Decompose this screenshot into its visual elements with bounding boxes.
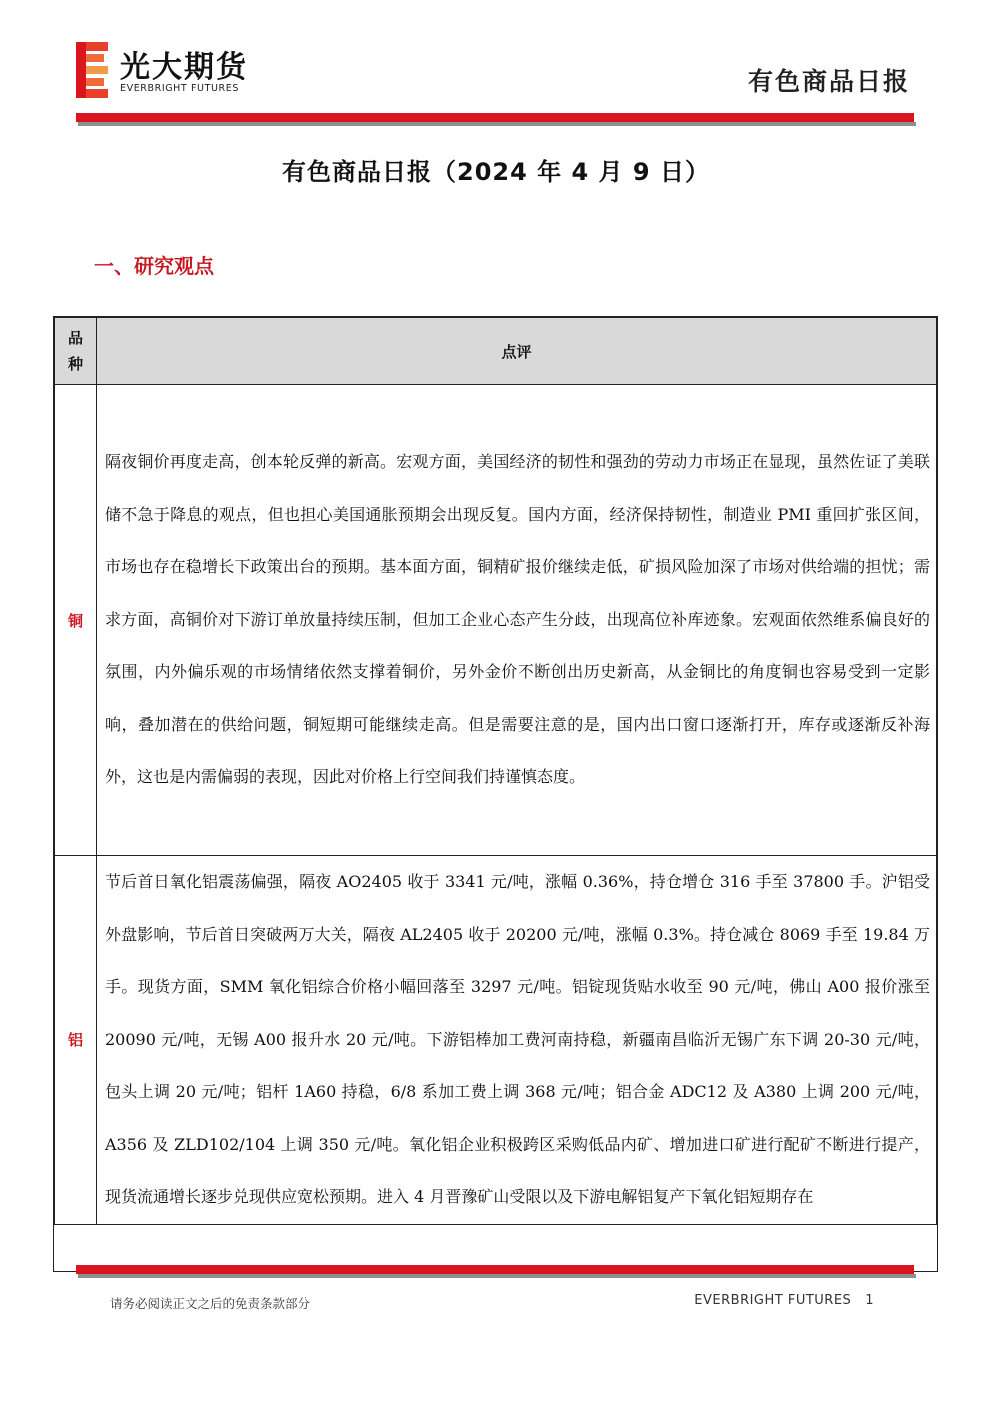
footer-disclaimer: 请务必阅读正文之后的免责条款部分 bbox=[110, 1296, 311, 1311]
column-header-category bbox=[55, 318, 97, 385]
comment-cell-aluminum: 节后首日氧化铝震荡偏强，隔夜 AO2405 收于 3341 元/吨，涨幅 0.36%，持仓增仓 316 手至 37800 手。沪铝受外盘影响，节后首日突破两万大关，隔夜 AL2405 收于 20200 元/吨，涨幅 0.3%。持仓减仓 8069 手至 19.84 万手。现货方面，SMM 氧化铝综合价格小幅回落至 3297 元/吨。铝锭现货贴水收至 90 元/吨，佛山 A00 报价涨至 20090 元/吨，无锡 A00 报升水 20 元/吨。下游铝棒加工费河南持稳，新疆南昌临沂无锡广东下调 20-30 元/吨，包头上调 20 元/吨；铝杆 1A60 持稳，6/8 系加工费上调 368 元/吨；铝合金 ADC12 及 A380 上调 200 元/吨，A356 及 ZLD102/104 上调 350 元/吨。氧化铝企业积极跨区采购低品内矿、增加进口矿进行配矿不断进行提产，现货流通增长逐步兑现供应宽松预期。进入 4 月晋豫矿山受限以及下游电解铝复产下氧化铝短期存在 bbox=[97, 856, 937, 1225]
footer-brand-page bbox=[694, 1293, 874, 1308]
category-cell-copper: 铜 bbox=[55, 385, 97, 856]
footer-divider bbox=[76, 1265, 914, 1274]
category-cell-aluminum: 铝 bbox=[55, 856, 97, 1225]
commentary-table bbox=[53, 316, 938, 1272]
logo-chinese-name: 光大期货 bbox=[120, 50, 248, 85]
column-header-comment: 点评 bbox=[97, 318, 937, 385]
logo-english-name: EVERBRIGHT FUTURES bbox=[120, 83, 239, 94]
company-logo bbox=[76, 42, 286, 102]
page-number: 1 bbox=[865, 1293, 874, 1308]
footer-divider-shadow bbox=[78, 1274, 916, 1278]
table-row bbox=[55, 856, 937, 1225]
header-report-name: 有色商品日报 bbox=[747, 67, 910, 96]
comment-cell-copper: 隔夜铜价再度走高，创本轮反弹的新高。宏观方面，美国经济的韧性和强劲的劳动力市场正在显现，虽然佐证了美联储不急于降息的观点，但也担心美国通胀预期会出现反复。国内方面，经济保持韧性，制造业 PMI 重回扩张区间，市场也存在稳增长下政策出台的预期。基本面方面，铜精矿报价继续走低，矿损风险加深了市场对供给端的担忧；需求方面，高铜价对下游订单放量持续压制，但加工企业心态产生分歧，出现高位补库迹象。宏观面依然维系偏良好的氛围，内外偏乐观的市场情绪依然支撑着铜价，另外金价不断创出历史新高，从金铜比的角度铜也容易受到一定影响，叠加潜在的供给问题，铜短期可能继续走高。但是需要注意的是，国内出口窗口逐渐打开，库存或逐渐反补海外，这也是内需偏弱的表现，因此对价格上行空间我们持谨慎态度。 bbox=[97, 385, 937, 856]
footer-brand: EVERBRIGHT FUTURES bbox=[694, 1293, 852, 1308]
document-title: 有色商品日报（2024 年 4 月 9 日） bbox=[282, 158, 710, 186]
header-divider-shadow bbox=[78, 122, 916, 126]
header-divider bbox=[76, 113, 914, 122]
column-header-category-label: 品种 bbox=[67, 329, 83, 373]
everbright-logo-icon bbox=[76, 42, 110, 98]
table-row bbox=[55, 385, 937, 856]
section-heading: 一、研究观点 bbox=[94, 254, 214, 278]
table-header-row bbox=[55, 318, 937, 385]
